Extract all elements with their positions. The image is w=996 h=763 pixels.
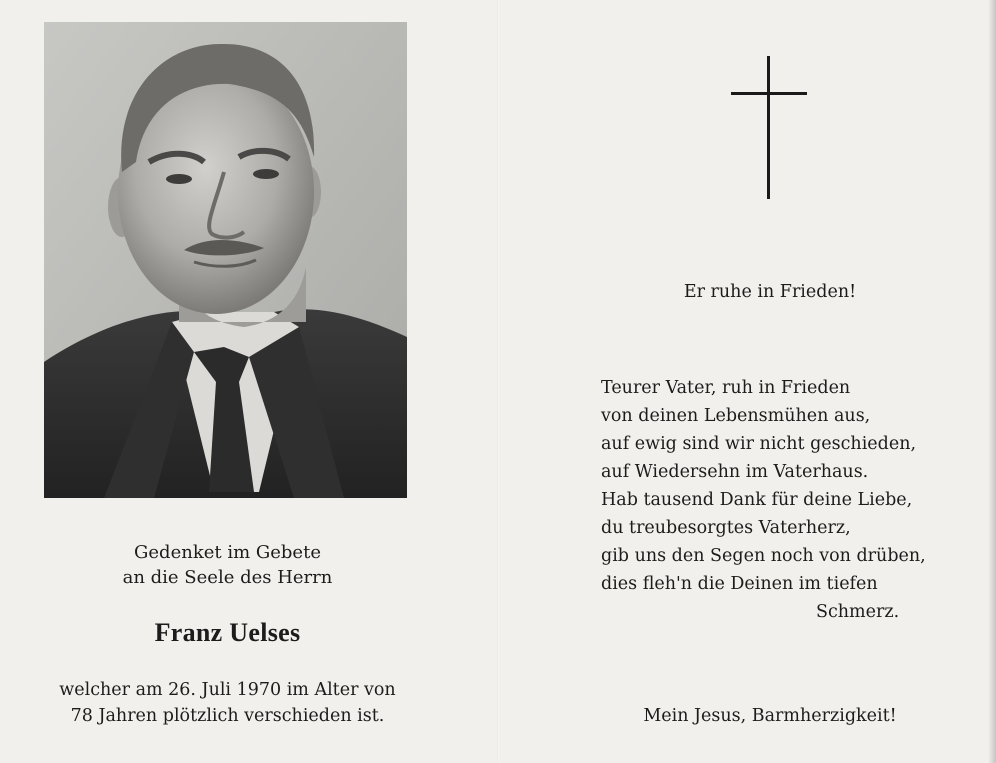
poem-line: gib uns den Segen noch von drüben,	[601, 546, 926, 566]
prayer-line: an die Seele des Herrn	[122, 567, 333, 588]
poem-line: auf Wiedersehn im Vaterhaus.	[601, 462, 869, 482]
poem-last-word: Schmerz.	[816, 602, 900, 622]
prayer-text	[0, 540, 455, 590]
poem-line: von deinen Lebensmühen aus,	[601, 406, 871, 426]
closing-prayer: Mein Jesus, Barmherzigkeit!	[643, 706, 897, 726]
death-details	[0, 677, 455, 729]
card-fold	[497, 0, 499, 763]
poem	[601, 374, 926, 622]
cross-icon	[731, 56, 807, 200]
portrait-illustration	[44, 22, 407, 498]
poem-line: Teurer Vater, ruh in Frieden	[601, 378, 851, 398]
poem-line: du treubesorgtes Vaterherz,	[601, 518, 851, 538]
poem-line: Hab tausend Dank für deine Liebe,	[601, 490, 913, 510]
details-line: 78 Jahren plötzlich verschieden ist.	[70, 706, 385, 726]
prayer-line: Gedenket im Gebete	[134, 542, 321, 563]
details-line: welcher am 26. Juli 1970 im Alter von	[59, 680, 396, 700]
card-edge-shadow	[988, 0, 996, 763]
blessing-text: Er ruhe in Frieden!	[683, 282, 857, 302]
deceased-name: Franz Uelses	[154, 618, 301, 647]
portrait-photo	[44, 22, 407, 498]
poem-line: dies fleh'n die Deinen im tiefen	[601, 574, 878, 594]
poem-line: auf ewig sind wir nicht geschieden,	[601, 434, 917, 454]
